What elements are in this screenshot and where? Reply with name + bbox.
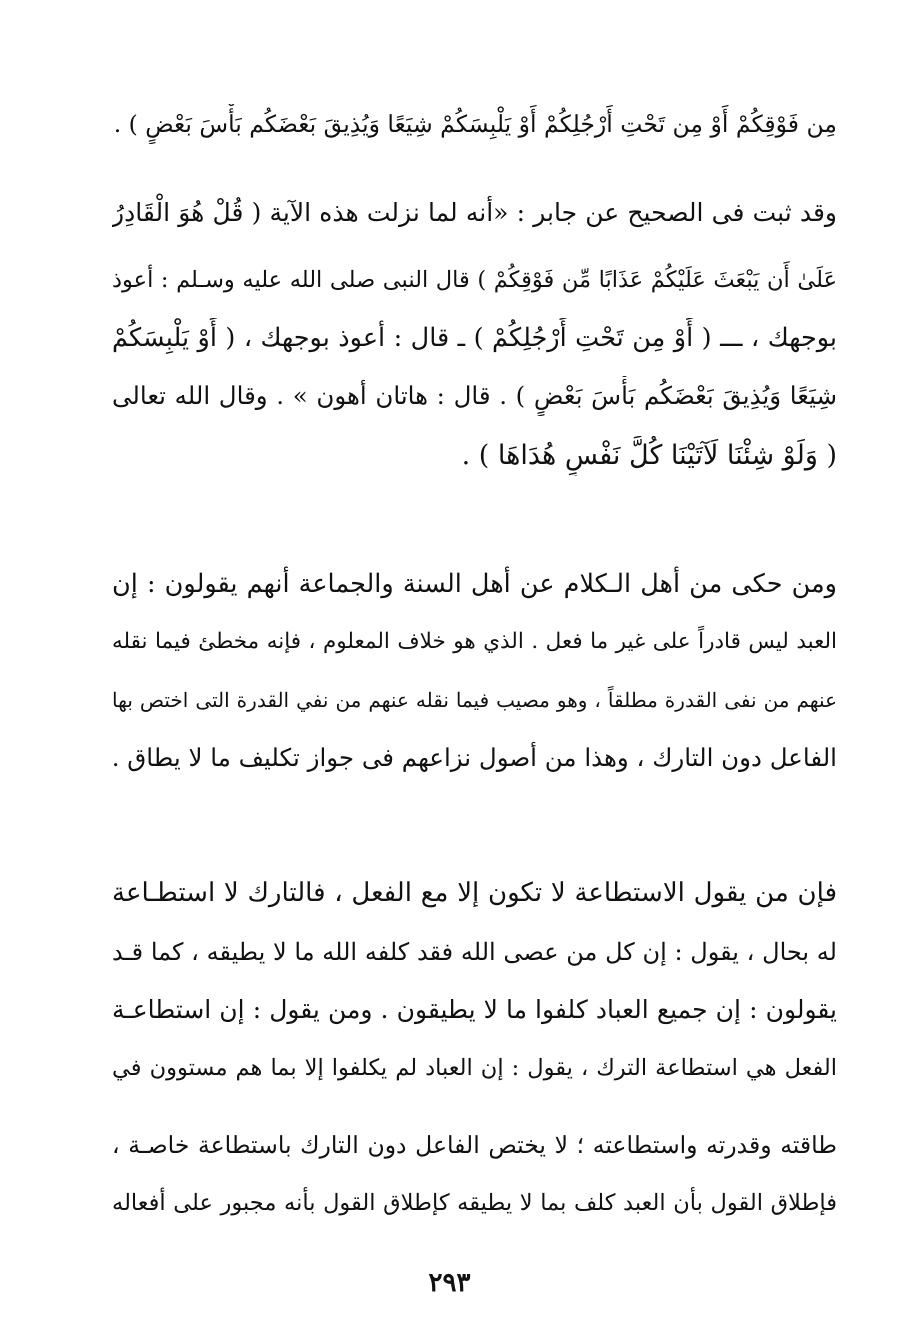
quran-continuation-line: مِن فَوْقِكُمْ أَوْ مِن تَحْتِ أَرْجُلِكُمْ أَوْ يَلْبِسَكُمْ شِيَعًا وَيُذِيقَ بَعْضَكُم بَأْسَ بَعْضٍ ) . (113, 110, 837, 138)
paragraph-1-line-4: شِيَعًا وَيُذِيقَ بَعْضَكُم بَأْسَ بَعْضٍ ) . قال : هاتان أهون » . وقال الله تعالى (112, 381, 837, 410)
paragraph-2-line-3: عنهم من نفى القدرة مطلقاً ، وهو مصيب فيما نقله عنهم من نفي القدرة التى اختص بها (112, 688, 837, 712)
paragraph-3-line-3: يقولون : إن جميع العباد كلفوا ما لا يطيقون . ومن يقول : إن استطاعـة (112, 995, 837, 1024)
paragraph-3-line-2: له بحال ، يقول : إن كل من عصى الله فقد كلفه الله ما لا يطيقه ، كما قـد (112, 938, 837, 966)
paragraph-2-line-4: الفاعل دون التارك ، وهذا من أصول نزاعهم فى جواز تكليف ما لا يطاق . (112, 743, 837, 772)
paragraph-3-line-1: فإن من يقول الاستطاعة لا تكون إلا مع الفعل ، فالتارك لا استطـاعة (112, 878, 837, 908)
paragraph-2-line-1: ومن حكى من أهل الـكلام عن أهل السنة والجماعة أنهم يقولون : إن (112, 569, 837, 599)
paragraph-3-line-5: طاقته وقدرته واستطاعته ؛ لا يختص الفاعل دون التارك باستطاعة خاصـة ، (112, 1131, 837, 1159)
paragraph-1-line-1: وقد ثبت فى الصحيح عن جابر : «أنه لما نزلت هذه الآية ( قُلْ هُوَ الْقَادِرُ (112, 198, 837, 227)
paragraph-3-line-6: فإطلاق القول بأن العبد كلف بما لا يطيقه كإطلاق القول بأنه مجبور على أفعاله (112, 1190, 837, 1216)
page-number: ٢٩٣ (428, 1268, 471, 1298)
paragraph-1-line-3: بوجهك ، ـــ ( أَوْ مِن تَحْتِ أَرْجُلِكُمْ ) ـ قال : أعوذ بوجهك ، ( أَوْ يَلْبِسَكُمْ (112, 323, 837, 353)
paragraph-3-line-4: الفعل هي استطاعة الترك ، يقول : إن العباد لم يكلفوا إلا بما هم مستوون في (112, 1055, 837, 1081)
paragraph-2-line-2: العبد ليس قادراً على غير ما فعل . الذي هو خلاف المعلوم ، فإنه مخطئ فيما نقله (112, 629, 837, 654)
paragraph-1-line-2: عَلَىٰ أَن يَبْعَثَ عَلَيْكُمْ عَذَابًا مِّن فَوْقِكُمْ ) قال النبى صلى الله عليه وسـلم : أعوذ (112, 267, 837, 293)
paragraph-1-line-5: ( وَلَوْ شِئْنَا لَآتَيْنَا كُلَّ نَفْسٍ هُدَاهَا ) . (461, 440, 837, 471)
